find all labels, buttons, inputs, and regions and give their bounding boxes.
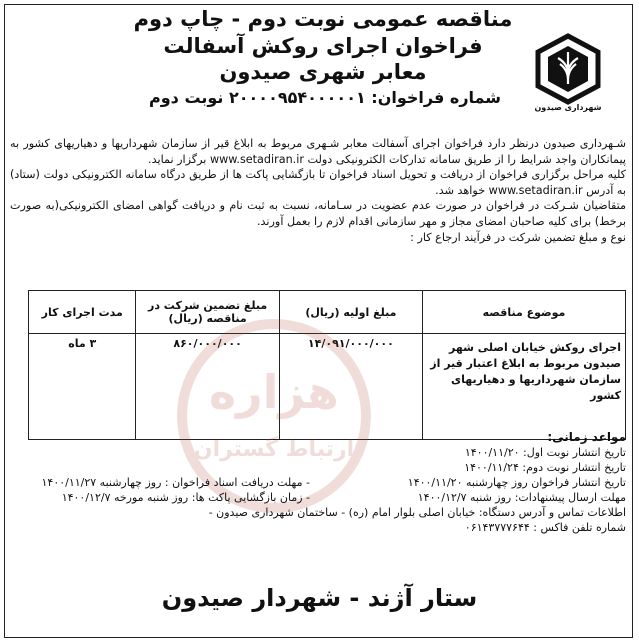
call-publication-date: تاریخ انتشار فراخوان روز چهارشنبه ۱۴۰۰/۱۱/۲۰	[407, 476, 626, 489]
document-deadline: - مهلت دریافت اسناد فراخوان : روز چهارشنبه ۱۴۰۰/۱۱/۲۷	[41, 476, 310, 489]
notice-title: مناقصه عمومی نوبت دوم - چاپ دوم	[133, 7, 513, 31]
schedule-heading: مواعد زمانی:	[547, 430, 626, 444]
municipality-logo	[528, 30, 608, 112]
call-number: شماره فراخوان: ۲۰۰۰۰۹۵۴۰۰۰۰۰۱ نوبت دوم	[148, 88, 501, 107]
second-publication-date: تاریخ انتشار نوبت دوم: ۱۴۰۰/۱۱/۲۴	[464, 461, 626, 474]
notice-subtitle: فراخوان اجرای روکش آسفالت معابر شهری صیدون	[163, 34, 483, 84]
watermark-text-sub: ارتباط گستران	[193, 437, 355, 462]
notice-body	[10, 136, 626, 245]
paragraph-guarantee: نوع و مبلغ تضمین شرکت در فرآیند ارجاع کار :	[410, 230, 626, 244]
cell-guarantee-amount: ۸۶۰/۰۰۰/۰۰۰	[136, 334, 279, 440]
paragraph-intro: شـهرداری صیدون درنظر دارد فراخوان اجرای آسفالت معابر شـهری مربوط به ابلاغ قیر از سازمان شهرداریها و دهیاریهای کشور به پیمانکاران واجد شرایط را از طریق سامانه تدارکات الکترونیکی دولت www.setadiran.ir برگزار نماید.	[10, 137, 626, 166]
first-publication-date: تاریخ انتشار نوبت اول: ۱۴۰۰/۱۱/۲۰	[464, 446, 626, 459]
opening-date: - زمان بازگشایی پاکت ها: روز شنبه مورخه ۱۴۰۰/۱۲/۷	[61, 491, 310, 504]
header-guarantee-amount: مبلغ تضمین شرکت در مناقصه (ریال)	[136, 291, 279, 334]
cell-duration: ۳ ماه	[29, 334, 136, 440]
header-duration: مدت اجرای کار	[29, 291, 136, 334]
paragraph-stages: کلیه مراحل برگزاری فراخوان از دریافت و تحویل اسناد فراخوان تا بازگشایی پاکت ها از طریق درگاه سامانه الکترونیکی دولت (ستاد) به آدرس www.setadiran.ir خواهد شد.	[10, 168, 626, 197]
cell-initial-amount: ۱۴/۰۹۱/۰۰۰/۰۰۰	[279, 334, 422, 440]
table-row	[29, 334, 626, 440]
header-initial-amount: مبلغ اولیه (ریال)	[279, 291, 422, 334]
paragraph-applicants: متقاضیان شـرکت در فراخوان در صورت عدم عضویت در سـامانه، نسبت به ثبت نام و دریافت گواهی امضای الکترونیکی(به صورت برخط) برای کلیه صاحبان امضای مجاز و مهر سازمانی اقدام لازم را بعمل آورند.	[10, 199, 626, 228]
cell-subject: اجرای روکش خیابان اصلی شهر صیدون مربوط به ابلاغ اعتبار قیر از سازمان شهرداریها و دهیاریهای کشور	[423, 334, 626, 440]
tender-table	[28, 290, 626, 440]
watermark-text-main: هزاره	[209, 365, 339, 419]
table-header-row	[29, 291, 626, 334]
contact-address: اطلاعات تماس و آدرس دستگاه: خیابان اصلی بلوار امام (ره) - ساختمان شهرداری صیدون -	[208, 506, 626, 519]
mayor-signature: ستار آژند - شهردار صیدون	[161, 584, 478, 612]
fax-number: شماره تلفن فاکس : ۰۶۱۴۳۷۷۷۶۴۴	[464, 521, 626, 534]
bid-deadline: مهلت ارسال پیشنهادات: روز شنبه ۱۴۰۰/۱۲/۷	[417, 491, 626, 504]
logo-caption: شهرداری صیدون	[534, 103, 602, 112]
schedule-section	[10, 430, 626, 535]
header-subject: موضوع مناقصه	[423, 291, 626, 334]
